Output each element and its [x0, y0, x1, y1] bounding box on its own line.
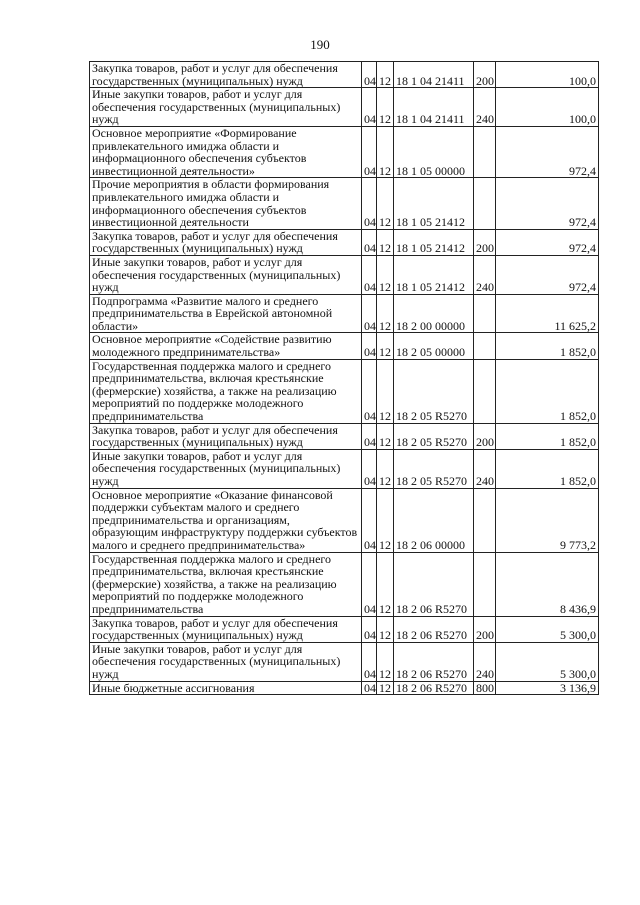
table-row [90, 681, 599, 695]
row-expense-type-code: 200 [474, 62, 496, 88]
row-amount: 5 300,0 [496, 616, 599, 642]
row-subsection-code: 12 [377, 359, 394, 423]
row-target-article-code: 18 1 05 21412 [394, 229, 474, 255]
row-subsection-code: 12 [377, 552, 394, 616]
row-expense-type-code [474, 488, 496, 552]
row-expense-type-code: 240 [474, 88, 496, 127]
row-target-article-code: 18 2 06 R5270 [394, 642, 474, 681]
row-amount: 5 300,0 [496, 642, 599, 681]
row-subsection-code: 12 [377, 423, 394, 449]
table-row [90, 616, 599, 642]
table-row [90, 423, 599, 449]
row-amount: 100,0 [496, 88, 599, 127]
row-name-cell: Основное мероприятие «Содействие развитию молодежного предпринимательства» [90, 333, 362, 359]
row-target-article-code: 18 2 06 R5270 [394, 616, 474, 642]
table-row [90, 333, 599, 359]
row-expense-type-code [474, 333, 496, 359]
row-target-article-code: 18 1 05 21412 [394, 255, 474, 294]
row-amount: 1 852,0 [496, 359, 599, 423]
row-amount: 1 852,0 [496, 423, 599, 449]
table-row [90, 552, 599, 616]
row-subsection-code: 12 [377, 88, 394, 127]
row-subsection-code: 12 [377, 62, 394, 88]
row-expense-type-code [474, 552, 496, 616]
row-section-code: 04 [362, 423, 377, 449]
table-row [90, 62, 599, 88]
row-expense-type-code: 240 [474, 255, 496, 294]
row-amount: 1 852,0 [496, 333, 599, 359]
row-section-code: 04 [362, 333, 377, 359]
table-row [90, 449, 599, 488]
row-section-code: 04 [362, 255, 377, 294]
table-row [90, 255, 599, 294]
row-expense-type-code: 240 [474, 642, 496, 681]
row-name-cell: Государственная поддержка малого и среднего предпринимательства, включая крестьянские (фермерские) хозяйства, а также на реализацию мероприятий по поддержке молодежного предпринимательства [90, 359, 362, 423]
row-target-article-code: 18 1 05 00000 [394, 126, 474, 177]
row-amount: 972,4 [496, 255, 599, 294]
row-expense-type-code [474, 178, 496, 229]
table-row [90, 88, 599, 127]
row-amount: 11 625,2 [496, 294, 599, 333]
row-subsection-code: 12 [377, 229, 394, 255]
row-expense-type-code: 200 [474, 229, 496, 255]
row-amount: 972,4 [496, 229, 599, 255]
row-section-code: 04 [362, 178, 377, 229]
row-name-cell: Иные закупки товаров, работ и услуг для обеспечения государственных (муниципальных) нужд [90, 255, 362, 294]
row-target-article-code: 18 2 06 00000 [394, 488, 474, 552]
row-subsection-code: 12 [377, 616, 394, 642]
row-subsection-code: 12 [377, 294, 394, 333]
row-amount: 1 852,0 [496, 449, 599, 488]
row-expense-type-code: 200 [474, 616, 496, 642]
row-subsection-code: 12 [377, 488, 394, 552]
row-target-article-code: 18 2 05 R5270 [394, 359, 474, 423]
table-row [90, 126, 599, 177]
row-name-cell: Государственная поддержка малого и среднего предпринимательства, включая крестьянские (фермерские) хозяйства, а также на реализацию мероприятий по поддержке молодежного предпринимательства [90, 552, 362, 616]
row-name-cell: Подпрограмма «Развитие малого и среднего предпринимательства в Еврейской автономной области» [90, 294, 362, 333]
row-target-article-code: 18 2 00 00000 [394, 294, 474, 333]
row-subsection-code: 12 [377, 642, 394, 681]
page-number: 190 [310, 37, 330, 52]
row-section-code: 04 [362, 616, 377, 642]
row-amount: 8 436,9 [496, 552, 599, 616]
row-subsection-code: 12 [377, 449, 394, 488]
row-expense-type-code [474, 359, 496, 423]
row-subsection-code: 12 [377, 126, 394, 177]
row-section-code: 04 [362, 62, 377, 88]
row-target-article-code: 18 2 05 00000 [394, 333, 474, 359]
row-expense-type-code [474, 126, 496, 177]
row-amount: 9 773,2 [496, 488, 599, 552]
row-target-article-code: 18 2 05 R5270 [394, 423, 474, 449]
table-row [90, 359, 599, 423]
budget-table [89, 61, 599, 695]
table-row [90, 178, 599, 229]
row-section-code: 04 [362, 359, 377, 423]
row-amount: 100,0 [496, 62, 599, 88]
row-expense-type-code: 800 [474, 681, 496, 695]
row-section-code: 04 [362, 681, 377, 695]
table-row [90, 642, 599, 681]
row-name-cell: Прочие мероприятия в области формирования привлекательного имиджа области и информационного обеспечения субъектов инвестиционной деятельности [90, 178, 362, 229]
row-amount: 972,4 [496, 126, 599, 177]
row-amount: 3 136,9 [496, 681, 599, 695]
row-name-cell: Иные бюджетные ассигнования [90, 681, 362, 695]
row-section-code: 04 [362, 126, 377, 177]
row-name-cell: Закупка товаров, работ и услуг для обеспечения государственных (муниципальных) нужд [90, 62, 362, 88]
row-section-code: 04 [362, 642, 377, 681]
table-row [90, 294, 599, 333]
row-section-code: 04 [362, 488, 377, 552]
table-row [90, 229, 599, 255]
row-target-article-code: 18 1 04 21411 [394, 62, 474, 88]
row-target-article-code: 18 1 04 21411 [394, 88, 474, 127]
row-section-code: 04 [362, 88, 377, 127]
row-subsection-code: 12 [377, 178, 394, 229]
row-section-code: 04 [362, 294, 377, 333]
row-subsection-code: 12 [377, 333, 394, 359]
row-target-article-code: 18 2 06 R5270 [394, 681, 474, 695]
row-name-cell: Закупка товаров, работ и услуг для обеспечения государственных (муниципальных) нужд [90, 616, 362, 642]
row-section-code: 04 [362, 449, 377, 488]
row-name-cell: Закупка товаров, работ и услуг для обеспечения государственных (муниципальных) нужд [90, 229, 362, 255]
row-subsection-code: 12 [377, 255, 394, 294]
row-expense-type-code: 240 [474, 449, 496, 488]
row-target-article-code: 18 2 06 R5270 [394, 552, 474, 616]
row-section-code: 04 [362, 552, 377, 616]
row-name-cell: Основное мероприятие «Оказание финансовой поддержки субъектам малого и среднего предпринимательства и организациям, образующим инфраструктуру поддержки субъектов малого и среднего предпринимательства» [90, 488, 362, 552]
row-amount: 972,4 [496, 178, 599, 229]
row-name-cell: Иные закупки товаров, работ и услуг для обеспечения государственных (муниципальных) нужд [90, 449, 362, 488]
table-row [90, 488, 599, 552]
row-subsection-code: 12 [377, 681, 394, 695]
row-name-cell: Иные закупки товаров, работ и услуг для обеспечения государственных (муниципальных) нужд [90, 642, 362, 681]
row-target-article-code: 18 1 05 21412 [394, 178, 474, 229]
row-section-code: 04 [362, 229, 377, 255]
row-name-cell: Основное мероприятие «Формирование привлекательного имиджа области и информационного обеспечения субъектов инвестиционной деятельности» [90, 126, 362, 177]
row-target-article-code: 18 2 05 R5270 [394, 449, 474, 488]
row-expense-type-code: 200 [474, 423, 496, 449]
row-name-cell: Закупка товаров, работ и услуг для обеспечения государственных (муниципальных) нужд [90, 423, 362, 449]
row-expense-type-code [474, 294, 496, 333]
row-name-cell: Иные закупки товаров, работ и услуг для обеспечения государственных (муниципальных) нужд [90, 88, 362, 127]
